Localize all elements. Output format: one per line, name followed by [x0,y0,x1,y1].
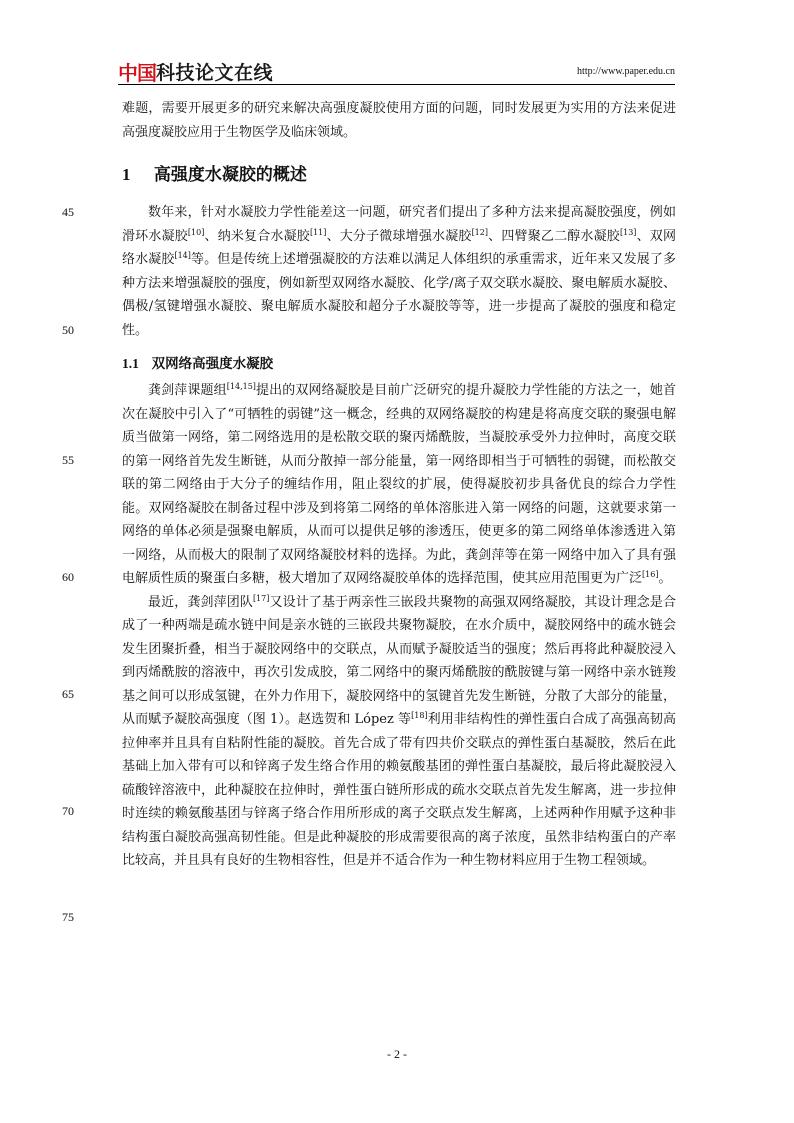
section-1-1-body [122,379,676,873]
line-number: 50 [62,323,74,337]
section-1-1-heading [122,352,273,372]
logo-red-text: 中国 [118,60,156,85]
line-number: 55 [62,453,74,467]
section-1-title: 高强度水凝胶的概述 [153,165,307,185]
section-1-1-paragraph-1: 龚剑萍课题组[14,15]提出的双网络凝胶是目前广泛研究的提升凝胶力学性能的方法之一，她首次在凝胶中引入了“可牺牲的弱键”这一概念，经典的双网络凝胶的构建是将高度交联的聚强电解质当做第一网络，第二网络选用的是松散交联的聚丙烯酰胺，当凝胶承受外力拉伸时，高度交联的第一网络首先发生断链，从而分散掉一部分能量，第一网络即相当于可牺牲的弱键，而松散交联的第二网络由于大分子的缠结作用，阻止裂纹的扩展，使得凝胶初步具备优良的综合力学性能。双网络凝胶在制备过程中涉及到将第二网络的单体溶胀进入第一网络的问题，这就要求第一网络的单体必须是强聚电解质，从而可以提供足够的渗透压，使更多的第二网络单体渗透进入第一网络，从而极大的限制了双网络凝胶材料的选择。为此，龚剑萍等在第一网络中加入了具有强电解质性质的聚蛋白多糖，极大增加了双网络凝胶单体的选择范围，使其应用范围更为广泛[16]。 [122,382,676,586]
header-url: http://www.paper.edu.cn [577,66,675,77]
page-header [118,58,675,85]
logo-black-text: 科技论文在线 [156,61,274,84]
site-logo [118,60,274,85]
section-1-1-title: 双网络高强度水凝胶 [151,356,274,372]
section-1-body [122,201,676,342]
section-1-1-number: 1.1 [122,356,139,371]
line-number: 45 [62,205,74,219]
line-number: 60 [62,570,74,584]
intro-paragraph: 难题，需要开展更多的研究来解决高强度凝胶使用方面的问题，同时发展更为实用的方法来促进高强度凝胶应用于生物医学及临床领域。 [122,101,676,140]
page-number: - 2 - [387,1047,407,1061]
section-1-number: 1 [122,165,131,184]
section-1-heading [122,160,307,185]
line-number: 70 [62,804,74,818]
section-1-1-paragraph-2: 最近，龚剑萍团队[17]又设计了基于两亲性三嵌段共聚物的高强双网络凝胶，其设计理念是合成了一种两端是疏水链中间是亲水链的三嵌段共聚物凝胶，在水介质中，凝胶网络中的疏水链会发生团聚折叠，相当于凝胶网络中的交联点，从而赋予凝胶适当的强度；然后再将此种凝胶浸入到丙烯酰胺的溶液中，再次引发成胶，第二网络中的聚丙烯酰胺的酰胺键与第一网络中亲水链羧基之间可以形成氢键，在外力作用下，凝胶网络中的氢键首先发生断链，分散了大部分的能量，从而赋予凝胶高强度（图 1）。赵选贺和 López 等[18]利用非结构性的弹性蛋白合成了高强高韧高拉伸率并且具有自粘附性能的凝胶。首先合成了带有四共价交联点的弹性蛋白基凝胶，然后在此基础上加入带有可以和锌离子发生络合作用的赖氨酸基团的弹性蛋白基凝胶，最后将此凝胶浸入硫酸锌溶液中，此种凝胶在拉伸时，弹性蛋白链所形成的疏水交联点首先发生解离，进一步拉伸时连续的赖氨酸基团与锌离子络合作用所形成的离子交联点发生解离，上述两种作用赋予这种非结构蛋白凝胶高强高韧性能。但是此种凝胶的形成需要很高的离子浓度，虽然非结构蛋白的产率比较高，并且具有良好的生物相容性，但是并不适合作为一种生物材料应用于生物工程领域。 [122,593,676,868]
intro-block [122,97,676,144]
line-number: 75 [62,910,74,924]
line-number: 65 [62,687,74,701]
section-1-paragraph: 数年来，针对水凝胶力学性能差这一问题，研究者们提出了多种方法来提高凝胶强度，例如滑环水凝胶[10]、纳米复合水凝胶[11]、大分子微球增强水凝胶[12]、四臂聚乙二醇水凝胶[13]、双网络水凝胶[14]等。但是传统上述增强凝胶的方法难以满足人体组织的承重需求，近年来又发展了多种方法来增强凝胶的强度，例如新型双网络水凝胶、化学/离子双交联水凝胶、聚电解质水凝胶、偶极/氢键增强水凝胶、聚电解质水凝胶和超分子水凝胶等等，进一步提高了凝胶的强度和稳定性。 [122,205,676,338]
